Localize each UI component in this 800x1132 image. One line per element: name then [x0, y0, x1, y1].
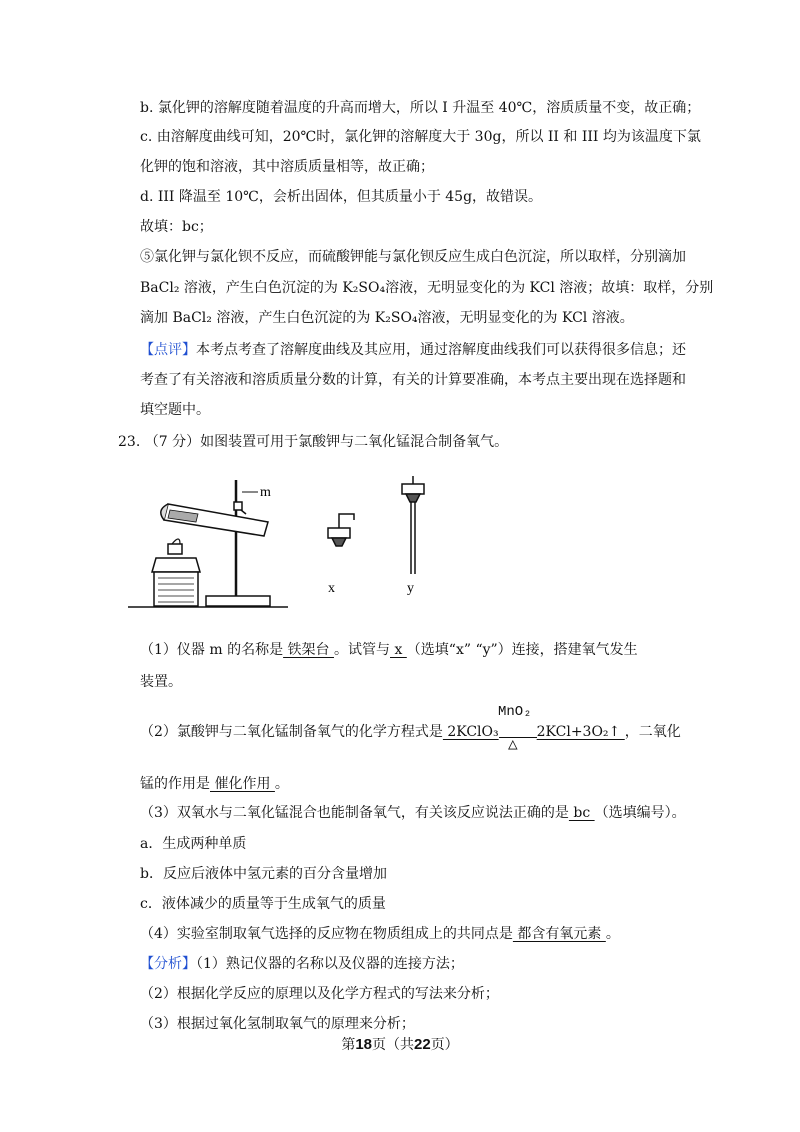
q1-suffix: （选填“x” “y”）连接，搭建氧气发生 [406, 642, 638, 658]
answer-line: 故填：bc； [140, 219, 213, 235]
wood-block [154, 572, 198, 606]
solution-line-c1: c. 由溶解度曲线可知，20℃时，氯化钾的溶解度大于 30g，所以 II 和 III 均为该温度下氯 [140, 129, 701, 145]
q2-suffix: ，二氧化 [624, 724, 681, 740]
q2-line2-suffix: 。 [274, 776, 289, 792]
q4-prefix: （4）实验室制取氧气选择的反应物在物质组成上的共同点是 [140, 926, 513, 942]
clamp-knob [234, 502, 242, 510]
analysis-tag: 【分析】 [140, 956, 196, 972]
label-y: y [407, 581, 414, 596]
question-2-line-1 [140, 722, 681, 742]
q2-line2-prefix: 锰的作用是 [140, 776, 210, 792]
solution-line-d: d. III 降温至 10℃，会析出固体，但其质量小于 45g，故错误。 [140, 189, 543, 205]
solution-line-b: b. 氯化钾的溶解度随着温度的升高而增大，所以 I 升温至 40℃，溶质质量不变，故正确； [140, 100, 701, 116]
stopper-y [402, 484, 424, 494]
stand-base [206, 596, 270, 606]
comment-line-1 [140, 340, 686, 360]
lamp-wick-cap [168, 544, 182, 554]
equation-catalyst: MnO₂ [498, 704, 532, 720]
analysis-line-3: （3）根据过氧化氢制取氧气的原理来分析； [140, 1016, 415, 1032]
q4-answer: 都含有氧元素 [512, 926, 606, 942]
q1-mid: 。试管与 [334, 642, 390, 658]
comment-line-2: 考查了有关溶液和溶质质量分数的计算，有关的计算要准确，本考点主要出现在选择题和 [140, 372, 686, 388]
solution-line-q5-3: 滴加 BaCl₂ 溶液，产生白色沉淀的为 K₂SO₄溶液，无明显变化的为 KCl 溶液。 [140, 310, 634, 326]
question-1-line-2: 装置。 [140, 674, 182, 690]
page-number: 18 [355, 1036, 372, 1053]
page-total: 22 [414, 1036, 431, 1053]
lamp-body [152, 558, 200, 572]
q3-prefix: （3）双氧水与二氧化锰混合也能制备氧气，有关该反应说法正确的是 [140, 805, 569, 821]
question-4-line [140, 924, 620, 944]
equation-heat: △ [508, 736, 518, 754]
solution-line-q5-1: ⑤氯化钾与氯化钡不反应，而硫酸钾能与氯化钡反应生成白色沉淀，所以取样，分别滴加 [140, 249, 686, 265]
question-3-line [140, 803, 686, 823]
comment-line-3: 填空题中。 [140, 402, 210, 418]
q3-option-a: a．生成两种单质 [140, 836, 247, 852]
q1-answer-2: x [390, 642, 407, 658]
solution-line-q5-2: BaCl₂ 溶液，产生白色沉淀的为 K₂SO₄溶液，无明显变化的为 KCl 溶液；故填：取样，分别 [140, 280, 714, 296]
question-23-title: 23. （7 分）如图装置可用于氯酸钾与二氧化锰混合制备氧气。 [118, 434, 509, 450]
q1-prefix: （1）仪器 m 的名称是 [140, 642, 284, 658]
comment-text-1: 本考点考查了溶解度曲线及其应用，通过溶解度曲线我们可以获得很多信息；还 [196, 342, 686, 358]
tube-x [339, 514, 354, 528]
analysis-line-2: （2）根据化学反应的原理以及化学方程式的写法来分析； [140, 986, 499, 1002]
comment-tag: 【点评】 [140, 342, 196, 358]
question-1-line-1 [140, 640, 638, 660]
q1-answer-1: 铁架台 [283, 642, 334, 658]
stopper-y-plug [406, 494, 420, 502]
q3-option-b: b．反应后液体中氢元素的百分含量增加 [140, 866, 387, 882]
q3-suffix: （选填编号）。 [594, 805, 686, 821]
q3-option-c: c．液体减少的质量等于生成氧气的质量 [140, 896, 386, 912]
page-footer: 第18页（共22页） [341, 1036, 459, 1053]
q3-answer: bc [568, 805, 595, 821]
q4-suffix: 。 [605, 926, 620, 942]
solution-line-c2: 化钾的饱和溶液，其中溶质质量相等，故正确； [140, 159, 434, 175]
q2-line2-answer: 催化作用 [210, 776, 275, 792]
analysis-line-1 [140, 954, 464, 974]
q2-product: 2KCl+3O₂↑ [536, 724, 625, 740]
apparatus-figure [128, 474, 448, 614]
stopper-x-plug [332, 538, 346, 546]
question-2-line-2 [140, 774, 289, 794]
q2-prefix: （2）氯酸钾与二氧化锰制备氧气的化学方程式是 [140, 724, 443, 740]
label-x: x [328, 581, 335, 596]
q2-reactant: 2KClO₃ [442, 724, 499, 740]
stopper-x [328, 528, 350, 538]
label-m: m [260, 485, 271, 500]
analysis-text-1: （1）熟记仪器的名称以及仪器的连接方法； [196, 956, 464, 972]
